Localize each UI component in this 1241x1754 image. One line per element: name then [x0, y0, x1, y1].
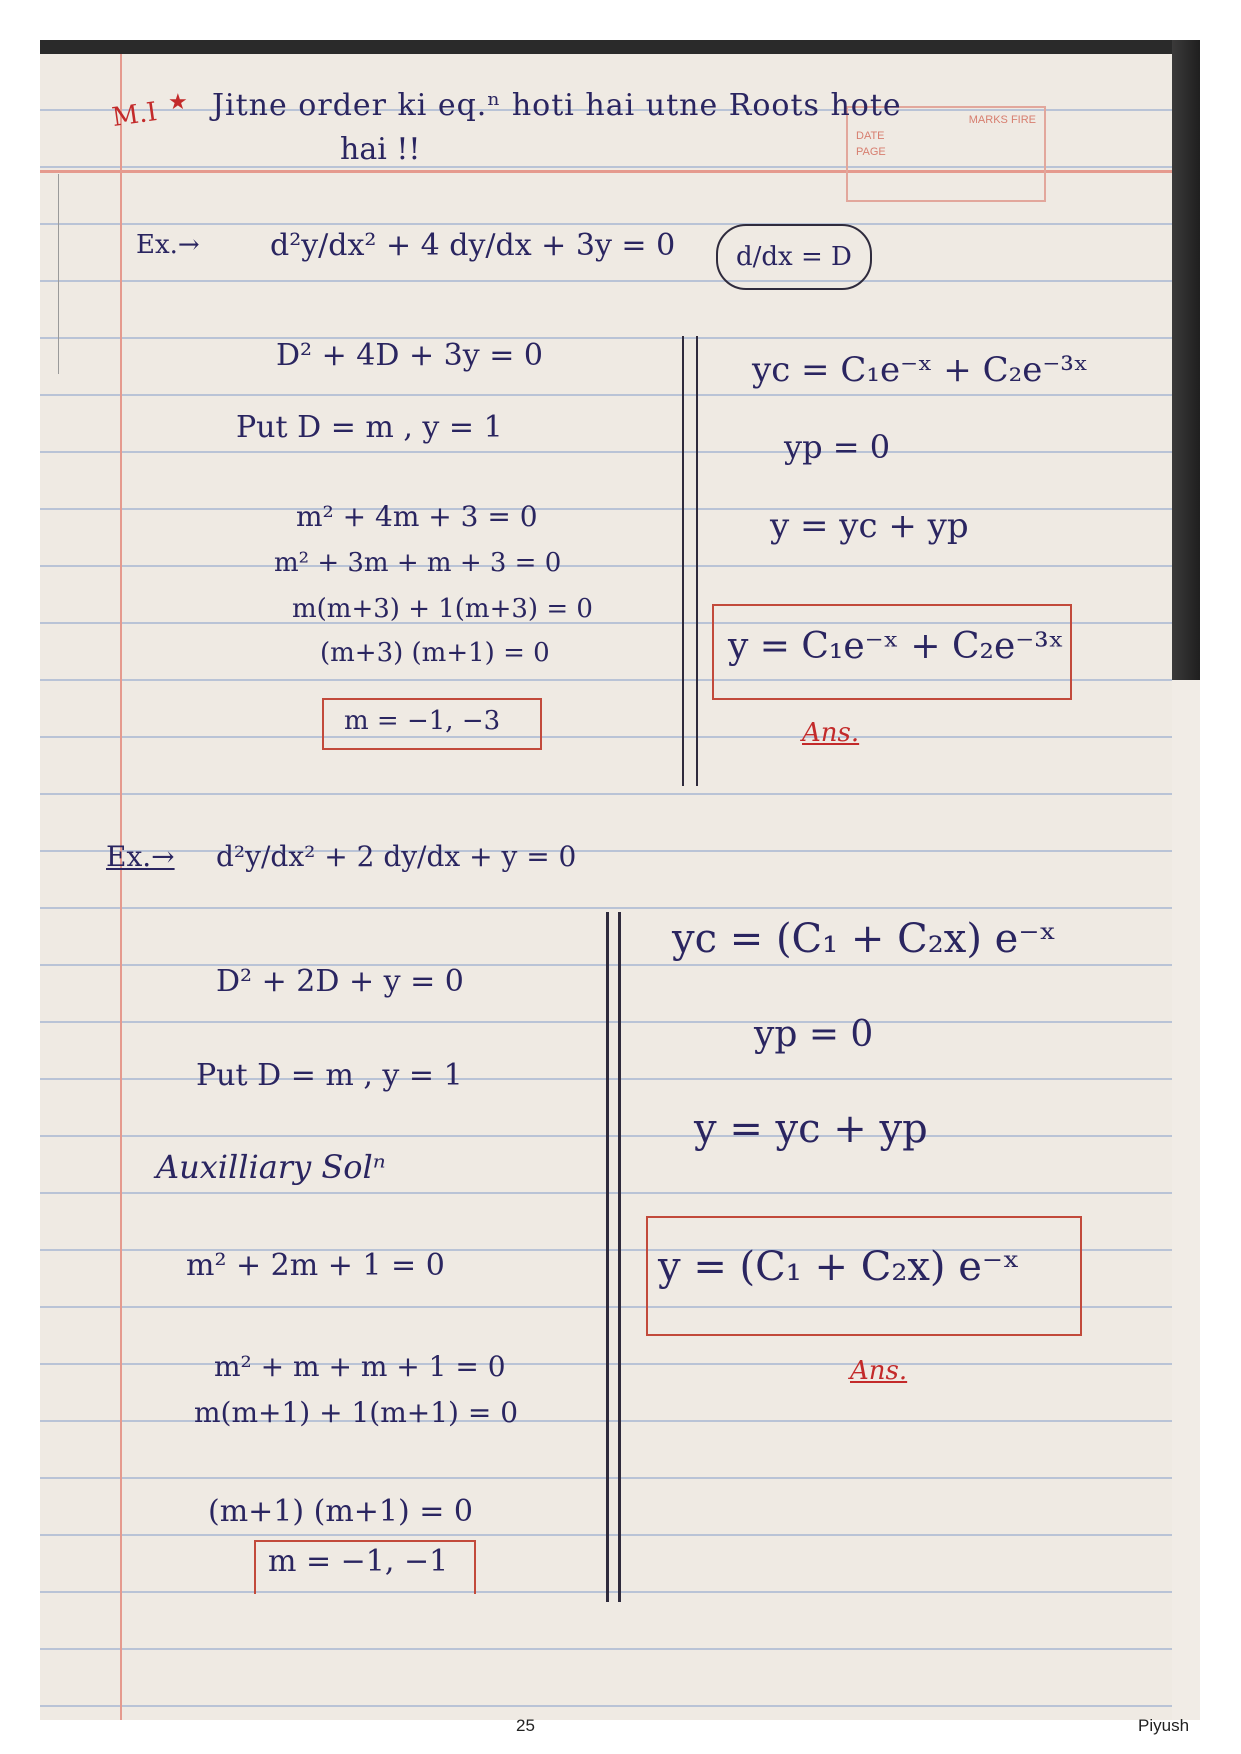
ex1-step-1: D² + 4D + 3y = 0 — [276, 338, 543, 373]
notebook-page — [40, 54, 1172, 1720]
ex2-right-1: yc = (C₁ + C₂x) e⁻ˣ — [672, 916, 1057, 962]
stamp-brand: MARKS FIRE — [968, 114, 1036, 126]
ex1-roots: m = −1, −3 — [344, 706, 501, 736]
star-icon: ★ — [168, 90, 188, 115]
ex1-answer: y = C₁e⁻ˣ + C₂e⁻³ˣ — [728, 626, 1064, 667]
header-line-2: hai !! — [340, 132, 421, 167]
ex2-divider-right — [618, 912, 621, 1602]
ex2-right-3: y = yc + yp — [694, 1106, 928, 1152]
ex2-step-2: Put D = m , y = 1 — [196, 1058, 463, 1093]
page-number: 25 — [516, 1716, 535, 1735]
ex2-step-5: m² + m + m + 1 = 0 — [214, 1350, 506, 1383]
stamp-page: PAGE — [856, 146, 886, 158]
ex1-right-1: yc = C₁e⁻ˣ + C₂e⁻³ˣ — [752, 350, 1089, 390]
ex2-equation: d²y/dx² + 2 dy/dx + y = 0 — [216, 840, 577, 873]
ex1-ans-label: Ans. — [802, 718, 860, 748]
ex2-ans-label: Ans. — [850, 1356, 908, 1386]
ex1-step-5: m(m+3) + 1(m+3) = 0 — [292, 594, 593, 624]
ex2-step-1: D² + 2D + y = 0 — [216, 964, 464, 999]
ex2-step-3: Auxilliary Solⁿ — [156, 1148, 386, 1186]
ex2-divider-left — [606, 912, 609, 1602]
binder-edge — [40, 174, 59, 374]
notebook-photo — [40, 40, 1200, 1720]
margin-line — [120, 54, 122, 1720]
ex1-divider — [682, 336, 698, 786]
ex2-step-7: (m+1) (m+1) = 0 — [208, 1494, 473, 1529]
photo-right-edge — [1172, 40, 1200, 680]
ex2-answer: y = (C₁ + C₂x) e⁻ˣ — [658, 1244, 1020, 1290]
ex2-right-2: yp = 0 — [754, 1014, 874, 1055]
ex1-step-6: (m+3) (m+1) = 0 — [320, 638, 550, 668]
ex1-label: Ex.→ — [136, 230, 200, 260]
ex2-step-6: m(m+1) + 1(m+1) = 0 — [194, 1396, 519, 1429]
stamp-date: DATE — [856, 130, 885, 142]
ex1-step-3: m² + 4m + 3 = 0 — [296, 500, 538, 533]
author-name: Piyush — [1138, 1716, 1190, 1735]
ex1-step-4: m² + 3m + m + 3 = 0 — [274, 548, 562, 578]
ex1-right-2: yp = 0 — [784, 428, 891, 466]
mi-mark: M.I — [110, 97, 160, 133]
header-line-1: Jitne order ki eq.ⁿ hoti hai utne Roots hote — [212, 88, 902, 123]
ex2-step-4: m² + 2m + 1 = 0 — [186, 1248, 445, 1283]
ex1-equation: d²y/dx² + 4 dy/dx + 3y = 0 — [270, 228, 676, 263]
ex2-label: Ex.→ — [106, 840, 175, 873]
ex1-operator-note: d/dx = D — [716, 224, 872, 290]
ex1-right-3: y = yc + yp — [770, 506, 969, 546]
ex2-roots: m = −1, −1 — [268, 1544, 449, 1579]
ex1-step-2: Put D = m , y = 1 — [236, 410, 503, 445]
